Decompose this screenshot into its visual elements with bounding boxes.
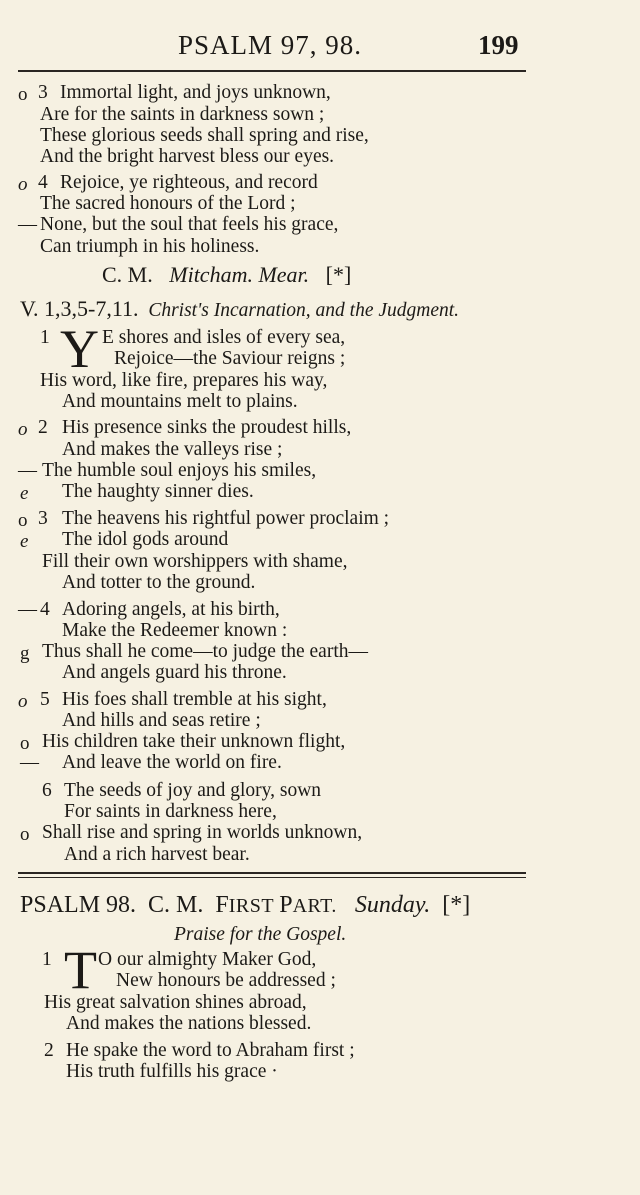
verse-line: Rejoice, ye righteous, and record — [60, 172, 318, 193]
verse-line: And makes the nations blessed. — [66, 1013, 312, 1034]
stanza-number: 1 — [40, 327, 50, 348]
verse-line: Adoring angels, at his birth, — [62, 599, 280, 620]
verse-line: And the bright harvest bless our eyes. — [40, 146, 335, 167]
page-number: 199 — [478, 30, 519, 60]
dynamic-mark: — — [18, 214, 37, 235]
verse-line: And angels guard his throne. — [62, 662, 287, 683]
verse-line: The sacred honours of the Lord ; — [40, 193, 296, 214]
verse-line: Thus shall he come—to judge the earth— — [42, 641, 368, 662]
dynamic-mark: o — [18, 174, 28, 195]
verse-line: His presence sinks the proudest hills, — [62, 417, 352, 438]
verse-line: The haughty sinner dies. — [62, 481, 254, 502]
meter: C. M. — [148, 892, 204, 918]
verse-line: These glorious seeds shall spring and rise, — [40, 125, 369, 146]
verse-line: None, but the soul that feels his grace, — [40, 214, 339, 235]
psalm-title: PSALM 98. — [20, 892, 137, 918]
verse-line: For saints in darkness here, — [64, 801, 277, 822]
dynamic-mark: e — [20, 531, 29, 552]
verse-line: Make the Redeemer known : — [62, 620, 288, 641]
verse-line: Rejoice—the Saviour reigns ; — [114, 348, 346, 369]
tune-name: Sunday. — [354, 892, 431, 918]
stanza-number: 3 — [38, 508, 48, 529]
header-rule — [18, 70, 526, 72]
stanza-number: 4 — [40, 599, 50, 620]
section-rule-bottom — [18, 877, 526, 878]
drop-cap: T — [64, 940, 97, 1000]
dynamic-mark: g — [20, 643, 30, 664]
verse-line: And totter to the ground. — [62, 572, 256, 593]
verse-line: New honours be addressed ; — [116, 970, 336, 991]
verse-line: His word, like fire, prepares his way, — [40, 370, 328, 391]
verse-line: And hills and seas retire ; — [62, 710, 261, 731]
psalm-98-heading — [20, 892, 470, 919]
dynamic-mark: o — [20, 824, 30, 845]
drop-cap: Y — [60, 319, 99, 379]
dynamic-mark: o — [18, 84, 28, 105]
marker: [*] — [325, 262, 352, 287]
verse-line: His truth fulfills his grace · — [66, 1061, 278, 1082]
verse-line: The humble soul enjoys his smiles, — [42, 460, 317, 481]
marker: [*] — [442, 892, 471, 918]
verse-line: Shall rise and spring in worlds unknown, — [42, 822, 363, 843]
stanza-number: 6 — [42, 780, 52, 801]
verse-line: The heavens his rightful power proclaim ; — [62, 508, 390, 529]
dynamic-mark: o — [20, 733, 30, 754]
verse-line: And mountains melt to plains. — [62, 391, 298, 412]
verse-line: Immortal light, and joys unknown, — [60, 82, 331, 103]
verse-line: The idol gods around — [62, 529, 229, 550]
hymn-subject: Christ's Incarnation, and the Judgment. — [148, 300, 460, 321]
stanza-number: 5 — [40, 689, 50, 710]
stanza-number: 1 — [42, 949, 52, 970]
verse-line: And a rich harvest bear. — [64, 844, 250, 865]
verse-line: O our almighty Maker God, — [98, 949, 317, 970]
meter: C. M. — [102, 262, 153, 287]
verse-line: He spake the word to Abraham first ; — [66, 1040, 355, 1061]
verse-line: His children take their unknown flight, — [42, 731, 346, 752]
section-rule-top — [18, 872, 526, 874]
version-verses: V. 1,3,5-7,11. — [20, 296, 139, 321]
verse-line: The seeds of joy and glory, sown — [64, 780, 322, 801]
stanza-number: 2 — [38, 417, 48, 438]
tune-names: Mitcham. Mear. — [169, 262, 310, 287]
hymn-subject: Praise for the Gospel. — [174, 924, 347, 945]
verse-line: Fill their own worshippers with shame, — [42, 551, 348, 572]
dynamic-mark: e — [20, 483, 29, 504]
verse-line: His great salvation shines abroad, — [44, 992, 307, 1013]
verse-line: His foes shall tremble at his sight, — [62, 689, 327, 710]
dynamic-mark: o — [18, 419, 28, 440]
verse-line: E shores and isles of every sea, — [102, 327, 346, 348]
verse-line: And makes the valleys rise ; — [62, 439, 283, 460]
dynamic-mark: — — [18, 460, 37, 481]
stanza-number: 3 — [38, 82, 48, 103]
dynamic-mark: — — [20, 752, 39, 773]
hymn-meter-heading — [102, 262, 351, 288]
dynamic-mark: o — [18, 510, 28, 531]
stanza-number: 2 — [44, 1040, 54, 1061]
dynamic-mark: o — [18, 691, 28, 712]
verse-line: And leave the world on fire. — [62, 752, 282, 773]
part-label: FIRST PART. — [215, 892, 337, 918]
stanza-number: 4 — [38, 172, 48, 193]
dynamic-mark: — — [18, 599, 37, 620]
verse-line: Can triumph in his holiness. — [40, 236, 260, 257]
running-header-title: PSALM 97, 98. — [178, 30, 363, 60]
verse-line: Are for the saints in darkness sown ; — [40, 104, 325, 125]
